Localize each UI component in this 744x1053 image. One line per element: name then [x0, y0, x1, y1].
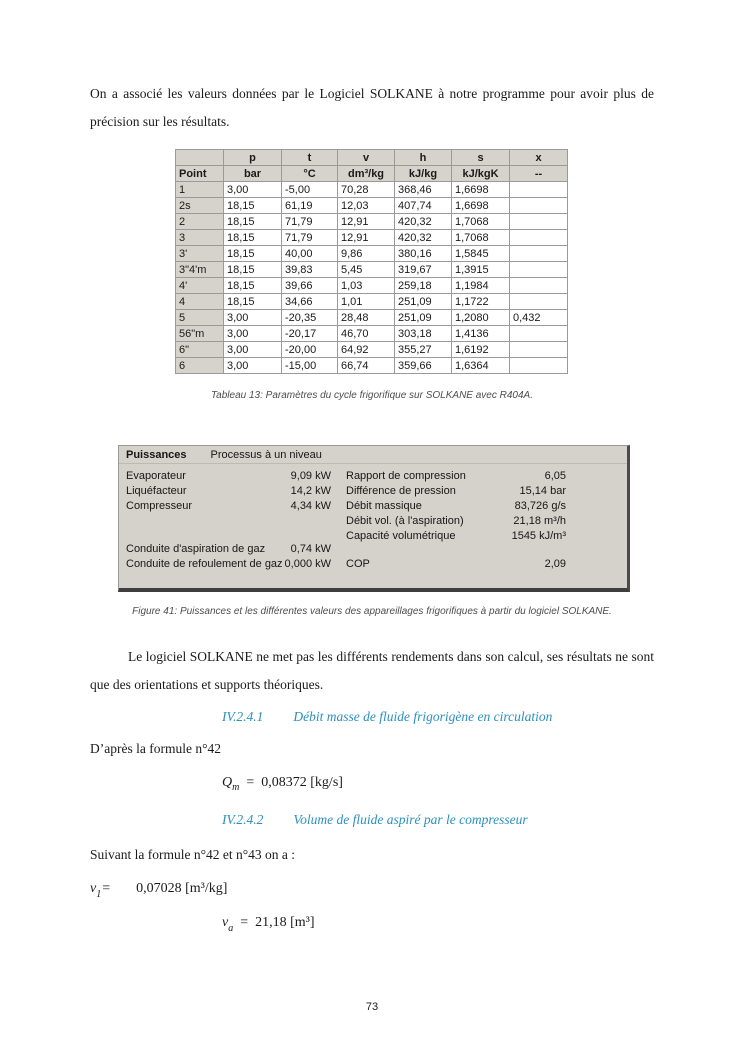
panel-subtitle: Processus à un niveau [210, 448, 322, 461]
formula-variable: Q [222, 774, 233, 790]
pressure-cell: 18,15 [224, 198, 282, 214]
section-heading-1 [222, 709, 654, 725]
point-cell: 1 [176, 182, 224, 198]
equals-sign: = [102, 881, 111, 897]
solkane-table [175, 149, 568, 374]
enthalpy-cell: 368,46 [395, 182, 452, 198]
quality-cell [510, 278, 568, 294]
enthalpy-cell: 319,67 [395, 262, 452, 278]
power-item [126, 484, 331, 499]
power-item [126, 469, 331, 484]
temperature-cell: 40,00 [282, 246, 338, 262]
table-caption: Tableau 13: Paramètres du cycle frigorifique sur SOLKANE avec R404A. [210, 390, 534, 402]
point-header-cell: Point [176, 166, 224, 182]
figure-caption: Figure 41: Puissances et les différentes valeurs des appareillages frigorifiques à partir du logiciel SOLKANE. [132, 606, 612, 618]
enthalpy-cell: 303,18 [395, 326, 452, 342]
quality-cell [510, 198, 568, 214]
power-item-label: COP [346, 558, 370, 571]
quality-cell: 0,432 [510, 310, 568, 326]
enthalpy-cell: 355,27 [395, 342, 452, 358]
power-item-label: Conduite de refoulement de gaz [126, 558, 283, 571]
col-header-h: h [395, 150, 452, 166]
col-header-p: p [224, 150, 282, 166]
formula-value: 21,18 [m³] [255, 915, 315, 931]
quality-cell [510, 214, 568, 230]
entropy-cell: 1,6698 [452, 182, 510, 198]
power-item-value: 0,000 kW [284, 558, 331, 571]
power-item-value: 0,74 kW [290, 543, 331, 556]
panel-title: Puissances [126, 448, 187, 461]
page-number: 73 [365, 1001, 379, 1013]
table-row [176, 198, 568, 214]
table-body [176, 182, 568, 374]
quality-cell [510, 294, 568, 310]
table-row [176, 278, 568, 294]
formula-qm [222, 775, 654, 793]
volume-cell: 1,03 [338, 278, 395, 294]
temperature-cell: 39,83 [282, 262, 338, 278]
pressure-cell: 18,15 [224, 294, 282, 310]
unit-quality: -- [510, 166, 568, 182]
col-header-x: x [510, 150, 568, 166]
enthalpy-cell: 359,66 [395, 358, 452, 374]
enthalpy-cell: 251,09 [395, 294, 452, 310]
entropy-cell: 1,6364 [452, 358, 510, 374]
section-heading-number: IV.2.4.2 [222, 812, 264, 828]
quality-cell [510, 342, 568, 358]
panel-body [119, 464, 627, 572]
temperature-cell: -5,00 [282, 182, 338, 198]
power-item [346, 484, 566, 499]
formula-v1 [90, 881, 654, 899]
quality-cell [510, 326, 568, 342]
formula-variable: v [222, 915, 229, 931]
volume-cell: 12,91 [338, 214, 395, 230]
point-cell: 4' [176, 278, 224, 294]
section-heading-title: Volume de fluide aspiré par le compresseur [293, 812, 528, 828]
entropy-cell: 1,2080 [452, 310, 510, 326]
entropy-cell: 1,7068 [452, 230, 510, 246]
power-item [346, 514, 566, 529]
formula-value: 0,08372 [kg/s] [261, 774, 343, 790]
table-row [176, 214, 568, 230]
entropy-cell: 1,1722 [452, 294, 510, 310]
power-item-label: Evaporateur [126, 470, 186, 483]
quality-cell [510, 262, 568, 278]
dapres-line: D’après la formule n°42 [90, 740, 221, 756]
power-item [346, 529, 566, 544]
pressure-cell: 18,15 [224, 278, 282, 294]
power-item [346, 557, 566, 572]
volume-cell: 12,03 [338, 198, 395, 214]
power-item [126, 542, 331, 557]
col-header-s: s [452, 150, 510, 166]
power-item-value: 1545 kJ/m³ [511, 530, 566, 543]
power-item-value: 15,14 bar [519, 485, 566, 498]
table-row [176, 230, 568, 246]
temperature-cell: 61,19 [282, 198, 338, 214]
temperature-cell: -15,00 [282, 358, 338, 374]
quality-cell [510, 230, 568, 246]
corner-cell [176, 150, 224, 166]
body-paragraph: Le logiciel SOLKANE ne met pas les différents rendements dans son calcul, ses résultats ne sont que des orientations et supports théoriques. [90, 649, 654, 693]
suivant-line: Suivant la formule n°42 et n°43 on a : [90, 847, 296, 863]
quality-cell [510, 358, 568, 374]
power-item-label: Capacité volumétrique [346, 530, 456, 543]
pressure-cell: 3,00 [224, 182, 282, 198]
power-list-right [346, 469, 566, 572]
section-heading-title: Débit masse de fluide frigorigène en circulation [293, 708, 553, 724]
table-row [176, 294, 568, 310]
power-item-label: Débit massique [346, 500, 422, 513]
enthalpy-cell: 420,32 [395, 230, 452, 246]
entropy-cell: 1,3915 [452, 262, 510, 278]
temperature-cell: -20,00 [282, 342, 338, 358]
point-cell: 3 [176, 230, 224, 246]
formula-variable: v [90, 881, 97, 897]
entropy-cell: 1,5845 [452, 246, 510, 262]
point-cell: 6 [176, 358, 224, 374]
pressure-cell: 3,00 [224, 326, 282, 342]
quality-cell [510, 182, 568, 198]
pressure-cell: 18,15 [224, 214, 282, 230]
section-heading-number: IV.2.4.1 [222, 708, 264, 724]
volume-cell: 70,28 [338, 182, 395, 198]
volume-cell: 66,74 [338, 358, 395, 374]
puissances-panel-screenshot [118, 445, 630, 592]
power-item-value: 83,726 g/s [514, 500, 566, 513]
temperature-cell: -20,17 [282, 326, 338, 342]
point-cell: 3"4'm [176, 262, 224, 278]
quality-cell [510, 246, 568, 262]
temperature-cell: 71,79 [282, 214, 338, 230]
point-cell: 4 [176, 294, 224, 310]
enthalpy-cell: 251,09 [395, 310, 452, 326]
pressure-cell: 18,15 [224, 262, 282, 278]
volume-cell: 9,86 [338, 246, 395, 262]
formula-subscript: m [232, 782, 240, 794]
volume-cell: 5,45 [338, 262, 395, 278]
pressure-cell: 3,00 [224, 358, 282, 374]
col-header-v: v [338, 150, 395, 166]
table-row [176, 326, 568, 342]
point-cell: 2 [176, 214, 224, 230]
enthalpy-cell: 420,32 [395, 214, 452, 230]
page-content [0, 80, 744, 933]
temperature-cell: 71,79 [282, 230, 338, 246]
power-item-label: Conduite d'aspiration de gaz [126, 543, 266, 556]
power-item-label: Différence de pression [346, 485, 456, 498]
table-row [176, 358, 568, 374]
temperature-cell: 39,66 [282, 278, 338, 294]
power-item [126, 557, 331, 572]
entropy-cell: 1,7068 [452, 214, 510, 230]
unit-bar: bar [224, 166, 282, 182]
point-cell: 56"m [176, 326, 224, 342]
table-header-row-symbols [176, 150, 568, 166]
power-item-label: Compresseur [126, 500, 193, 513]
formula-value: 0,07028 [m³/kg] [136, 881, 228, 897]
entropy-cell: 1,6192 [452, 342, 510, 358]
table-row [176, 262, 568, 278]
pressure-cell: 3,00 [224, 342, 282, 358]
entropy-cell: 1,6698 [452, 198, 510, 214]
formula-va [222, 915, 654, 933]
volume-cell: 28,48 [338, 310, 395, 326]
entropy-cell: 1,1984 [452, 278, 510, 294]
power-item-value: 9,09 kW [290, 470, 331, 483]
formula-subscript: 1 [96, 889, 102, 901]
panel-header [119, 446, 627, 464]
section-heading-2 [222, 812, 654, 828]
pressure-cell: 18,15 [224, 246, 282, 262]
volume-cell: 64,92 [338, 342, 395, 358]
unit-celsius: °C [282, 166, 338, 182]
power-list-left [126, 469, 331, 572]
enthalpy-cell: 380,16 [395, 246, 452, 262]
point-cell: 2s [176, 198, 224, 214]
unit-volume: dm³/kg [338, 166, 395, 182]
point-cell: 6" [176, 342, 224, 358]
unit-enthalpy: kJ/kg [395, 166, 452, 182]
power-item-value: 2,09 [544, 558, 566, 571]
equals-sign: = [246, 774, 255, 790]
table-row [176, 342, 568, 358]
pressure-cell: 18,15 [224, 230, 282, 246]
power-item [346, 499, 566, 514]
enthalpy-cell: 407,74 [395, 198, 452, 214]
power-item-value: 14,2 kW [290, 485, 331, 498]
point-cell: 3' [176, 246, 224, 262]
power-item [126, 499, 331, 514]
volume-cell: 1,01 [338, 294, 395, 310]
solkane-table-screenshot [175, 149, 654, 374]
power-item-value: 4,34 kW [290, 500, 331, 513]
table-row [176, 310, 568, 326]
temperature-cell: -20,35 [282, 310, 338, 326]
power-item-label: Débit vol. (à l'aspiration) [346, 515, 464, 528]
power-item-value: 6,05 [544, 470, 566, 483]
point-cell: 5 [176, 310, 224, 326]
table-row [176, 246, 568, 262]
enthalpy-cell: 259,18 [395, 278, 452, 294]
pressure-cell: 3,00 [224, 310, 282, 326]
unit-entropy: kJ/kgK [452, 166, 510, 182]
power-item-value: 21,18 m³/h [513, 515, 566, 528]
power-item-label: Rapport de compression [346, 470, 466, 483]
power-item-label: Liquéfacteur [126, 485, 187, 498]
table-row [176, 182, 568, 198]
table-header-row-units [176, 166, 568, 182]
formula-subscript: a [228, 923, 234, 935]
volume-cell: 12,91 [338, 230, 395, 246]
entropy-cell: 1,4136 [452, 326, 510, 342]
volume-cell: 46,70 [338, 326, 395, 342]
power-item [346, 469, 566, 484]
intro-paragraph: On a associé les valeurs données par le Logiciel SOLKANE à notre programme pour avoir plus de précision sur les résultats. [90, 86, 654, 129]
equals-sign: = [240, 915, 249, 931]
temperature-cell: 34,66 [282, 294, 338, 310]
col-header-t: t [282, 150, 338, 166]
